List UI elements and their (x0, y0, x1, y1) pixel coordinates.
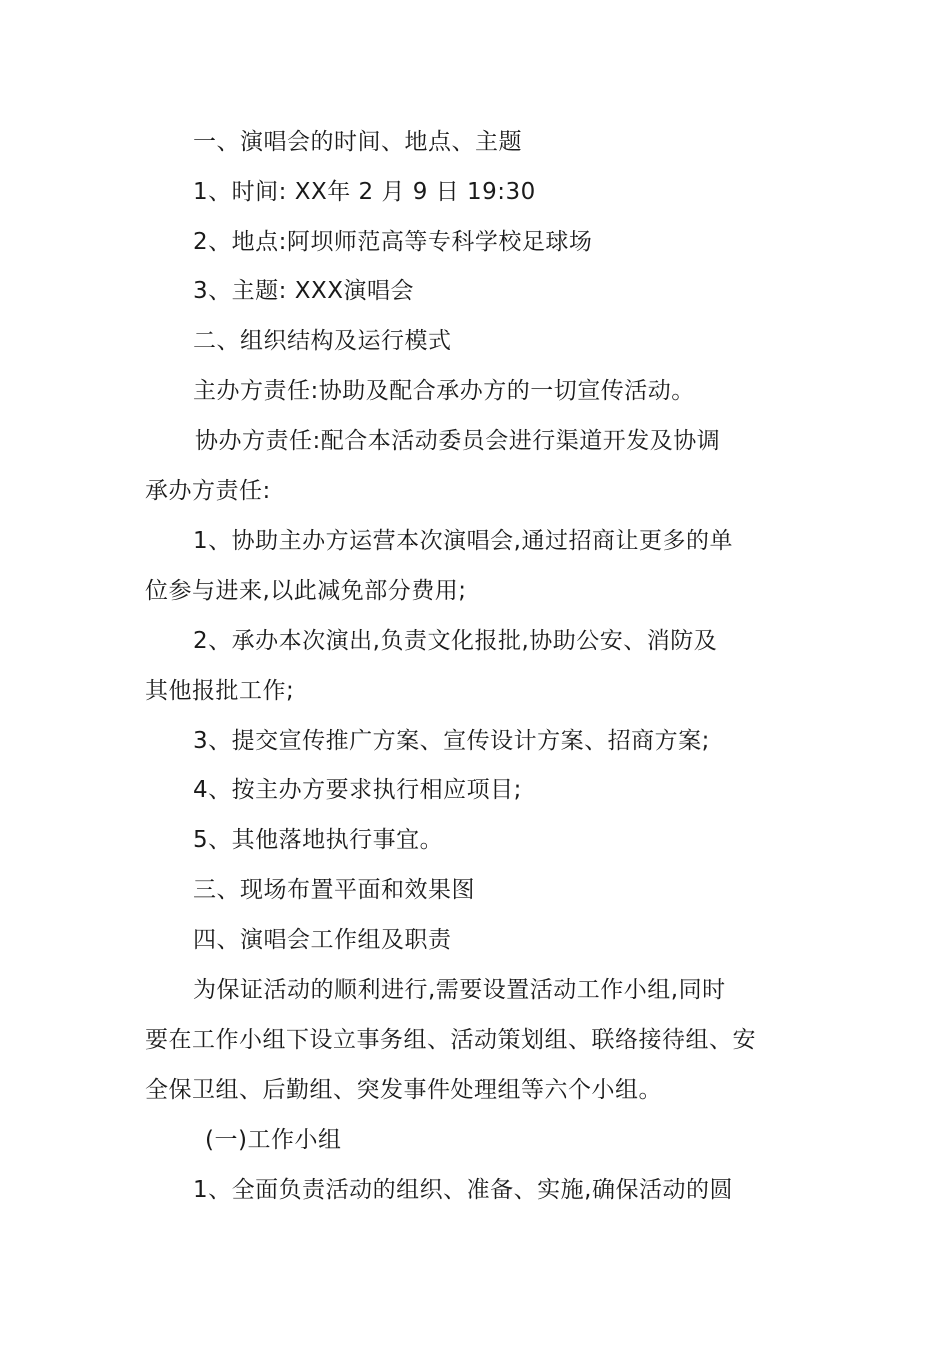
heading-section-2: 二、组织结构及运行模式 (193, 328, 452, 354)
subheading-work-group: (一)工作小组 (205, 1127, 342, 1153)
item-theme: 3、主题: XXX演唱会 (193, 278, 414, 304)
organizer-item-4: 4、按主办方要求执行相应项目; (193, 777, 522, 803)
heading-section-1: 一、演唱会的时间、地点、主题 (193, 129, 522, 155)
co-host-responsibility: 协办方责任:配合本活动委员会进行渠道开发及协调 (195, 428, 721, 454)
work-group-item-1: 1、全面负责活动的组织、准备、实施,确保活动的圆 (193, 1177, 733, 1203)
item-time: 1、时间: XX年 2 月 9 日 19:30 (193, 179, 536, 205)
organizer-item-3: 3、提交宣传推广方案、宣传设计方案、招商方案; (193, 728, 710, 754)
host-responsibility: 主办方责任:协助及配合承办方的一切宣传活动。 (193, 378, 695, 404)
organizer-item-2-line-2: 其他报批工作; (145, 678, 295, 704)
paragraph-line-2: 要在工作小组下设立事务组、活动策划组、联络接待组、安 (145, 1027, 756, 1053)
organizer-item-1-line-2: 位参与进来,以此减免部分费用; (145, 578, 467, 604)
heading-section-4: 四、演唱会工作组及职责 (193, 927, 452, 953)
heading-section-3: 三、现场布置平面和效果图 (193, 877, 475, 903)
organizer-item-2-line-1: 2、承办本次演出,负责文化报批,协助公安、消防及 (193, 628, 718, 654)
paragraph-line-3: 全保卫组、后勤组、突发事件处理组等六个小组。 (145, 1077, 662, 1103)
paragraph-line-1: 为保证活动的顺利进行,需要设置活动工作小组,同时 (193, 977, 726, 1003)
organizer-item-1-line-1: 1、协助主办方运营本次演唱会,通过招商让更多的单 (193, 528, 733, 554)
organizer-responsibility-label: 承办方责任: (145, 478, 271, 504)
item-location: 2、地点:阿坝师范高等专科学校足球场 (193, 229, 593, 255)
organizer-item-5: 5、其他落地执行事宜。 (193, 827, 444, 853)
